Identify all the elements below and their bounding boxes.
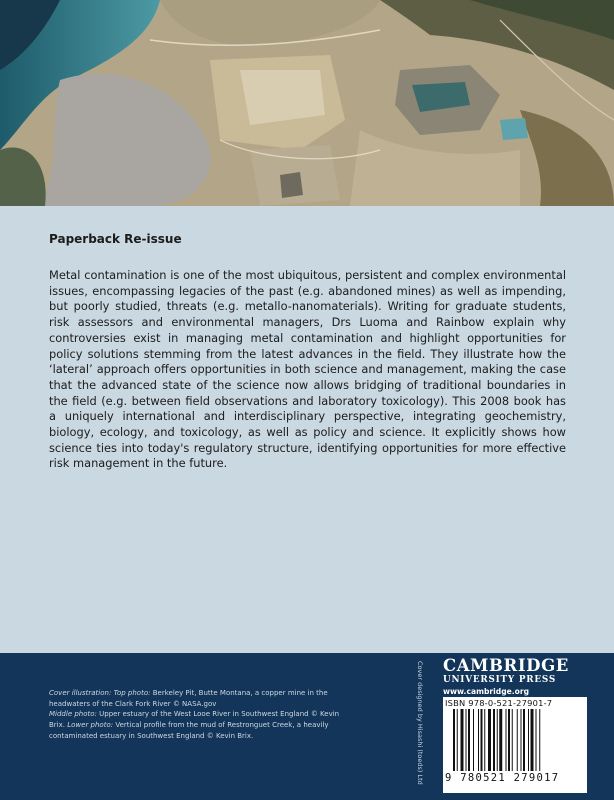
publisher-name-line2: UNIVERSITY PRESS <box>443 675 556 685</box>
footer-band <box>0 653 614 800</box>
reissue-heading: Paperback Re-issue <box>49 232 182 246</box>
main-content <box>49 232 566 472</box>
barcode-icon <box>453 709 577 773</box>
barcode-digits: 9 780521 279017 <box>445 772 560 784</box>
credit-label-middle: Middle photo: <box>49 710 97 719</box>
designer-credit-text: Cover designed by Hisashi (toeds) Ltd <box>416 661 424 785</box>
cover-credits <box>49 688 349 742</box>
credit-text-top: Berkeley Pit, Butte Montana, a copper mine in the headwaters of the Clark Fork River © NASA.gov <box>49 689 328 708</box>
cover-photo <box>0 0 614 206</box>
aerial-mine-photo-icon <box>0 0 614 206</box>
credit-label-cover: Cover illustration: <box>49 689 112 697</box>
isbn-text: ISBN 978-0-521-27901-7 <box>445 698 553 708</box>
book-blurb: Metal contamination is one of the most ubiquitous, persistent and complex environmental issues, encompassing legacies of the past (e.g. abandoned mines) as well as impending, but poorly studied, threats (e.g. metallo-nanomaterials). Writing for graduate students, risk assessors and environmental managers, Drs Luoma and Rainbow explain why controversies exist in managing metal contamination and highlight opportunities for policy solutions stemming from the latest advances in the field. They illustrate how the ‘lateral’ approach offers opportunities in both science and management, making the case that the advanced state of the science now allows bridging of traditional boundaries in the field (e.g. between field observations and laboratory toxicology). This 2008 book has a uniquely international and interdisciplinary perspective, integrating geochemistry, biology, ecology, and toxicology, as well as policy and science. It explicitly shows how science ties into today's regulatory structure, identifying opportunities for more effective risk management in the future. <box>49 268 566 471</box>
publisher-logo <box>443 656 573 698</box>
credit-text-lower: Vertical profile from the mud of Restronguet Creek, a heavily contaminated estuary in Southwest England © Kevin Brix. <box>49 721 329 740</box>
isbn-barcode <box>443 697 587 793</box>
credit-label-top: Top photo: <box>113 689 151 697</box>
credit-label-lower: Lower photo: <box>67 721 114 730</box>
designer-credit <box>416 661 426 791</box>
publisher-url: www.cambridge.org <box>443 687 530 696</box>
publisher-name-line1: CAMBRIDGE <box>443 656 569 675</box>
credit-text-middle: Upper estuary of the West Looe River in Southwest England © Kevin Brix. <box>49 710 340 730</box>
